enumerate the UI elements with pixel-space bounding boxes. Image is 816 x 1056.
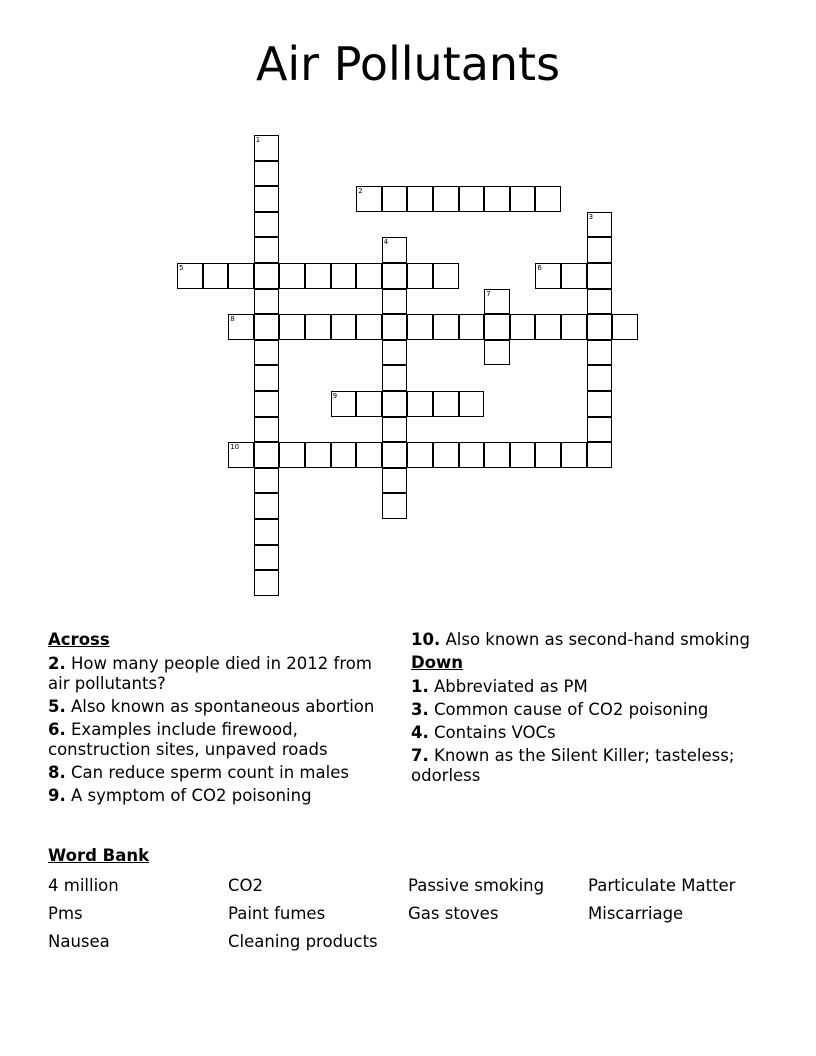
grid-cell[interactable] bbox=[254, 493, 280, 519]
grid-cell[interactable] bbox=[177, 263, 203, 289]
cell-number: 5 bbox=[179, 264, 184, 272]
clues-left-column bbox=[48, 630, 388, 809]
grid-cell[interactable] bbox=[356, 263, 382, 289]
word-bank-item: CO2 bbox=[228, 876, 264, 895]
grid-cell[interactable] bbox=[305, 314, 331, 340]
cell-number: 4 bbox=[383, 238, 389, 247]
grid-cell[interactable] bbox=[510, 186, 536, 212]
grid-cell[interactable] bbox=[561, 314, 587, 340]
across-clue-5: 5. Also known as spontaneous abortion bbox=[48, 697, 375, 716]
grid-cell[interactable] bbox=[305, 442, 331, 468]
cell-number: 3 bbox=[588, 212, 594, 221]
grid-cell[interactable] bbox=[433, 263, 459, 289]
across-heading: Across bbox=[48, 630, 110, 649]
grid-cell[interactable] bbox=[484, 340, 510, 366]
cell-number: 10 bbox=[230, 443, 240, 452]
grid-cell[interactable] bbox=[433, 442, 459, 468]
grid-cell[interactable] bbox=[382, 340, 408, 366]
grid-cell[interactable] bbox=[356, 391, 382, 417]
cell-number: 7 bbox=[486, 289, 491, 298]
word-bank-item: Passive smoking bbox=[408, 876, 545, 895]
grid-cell[interactable] bbox=[305, 263, 331, 289]
grid-cell[interactable] bbox=[356, 314, 382, 340]
grid-cell[interactable] bbox=[433, 314, 459, 340]
down-clue-4: 4. Contains VOCs bbox=[411, 723, 556, 742]
grid-cell[interactable] bbox=[587, 263, 613, 289]
word-bank-item: Particulate Matter bbox=[588, 876, 736, 895]
grid-cell[interactable] bbox=[228, 263, 254, 289]
grid-cell[interactable] bbox=[382, 493, 408, 519]
across-clue-2: 2. How many people died in 2012 from air pollutants? bbox=[48, 654, 372, 693]
cell-number: 8 bbox=[230, 315, 235, 324]
grid-cell[interactable] bbox=[254, 186, 280, 212]
grid-cell[interactable] bbox=[459, 186, 485, 212]
grid-cell[interactable] bbox=[484, 314, 510, 340]
grid-cell[interactable] bbox=[254, 340, 280, 366]
grid-cell[interactable] bbox=[407, 442, 433, 468]
grid-cell[interactable] bbox=[382, 186, 408, 212]
grid-cell[interactable] bbox=[382, 417, 408, 443]
grid-cell[interactable] bbox=[254, 161, 280, 187]
grid-cell[interactable] bbox=[382, 391, 408, 417]
grid-cell[interactable] bbox=[254, 468, 280, 494]
grid-cell[interactable] bbox=[382, 314, 408, 340]
grid-cell[interactable] bbox=[382, 263, 408, 289]
grid-cell[interactable] bbox=[561, 442, 587, 468]
word-bank-item: Miscarriage bbox=[588, 904, 684, 923]
grid-cell[interactable] bbox=[510, 314, 536, 340]
grid-cell[interactable] bbox=[331, 314, 357, 340]
grid-cell[interactable] bbox=[382, 237, 408, 263]
cell-number: 2 bbox=[358, 187, 363, 196]
grid-cell[interactable] bbox=[254, 263, 280, 289]
cell-number: 6 bbox=[537, 264, 542, 272]
grid-cell[interactable] bbox=[484, 442, 510, 468]
grid-cell[interactable] bbox=[587, 340, 613, 366]
grid-cell[interactable] bbox=[254, 289, 280, 315]
grid-cell[interactable] bbox=[535, 442, 561, 468]
word-bank-item: 4 million bbox=[48, 876, 119, 895]
grid-cell[interactable] bbox=[331, 442, 357, 468]
grid-cell[interactable] bbox=[587, 391, 613, 417]
grid-cell[interactable] bbox=[254, 212, 280, 238]
grid-cell[interactable] bbox=[587, 442, 613, 468]
grid-cell[interactable] bbox=[587, 365, 613, 391]
grid-cell[interactable] bbox=[356, 186, 382, 212]
grid-cell[interactable] bbox=[612, 314, 638, 340]
grid-cell[interactable] bbox=[279, 442, 305, 468]
word-bank-item: Cleaning products bbox=[228, 932, 378, 951]
grid-cell[interactable] bbox=[587, 212, 613, 238]
across-clue-8: 8. Can reduce sperm count in males bbox=[48, 763, 349, 782]
grid-cell[interactable] bbox=[561, 263, 587, 289]
grid-cell[interactable] bbox=[459, 391, 485, 417]
grid-cell[interactable] bbox=[279, 314, 305, 340]
grid-cell[interactable] bbox=[356, 442, 382, 468]
page-title: Air Pollutants bbox=[255, 37, 561, 91]
down-heading: Down bbox=[411, 653, 464, 672]
grid-cell[interactable] bbox=[510, 442, 536, 468]
grid-cell[interactable] bbox=[254, 442, 280, 468]
grid-cell[interactable] bbox=[254, 545, 280, 571]
grid-cell[interactable] bbox=[407, 391, 433, 417]
clues-right-column bbox=[411, 630, 761, 789]
cell-number: 9 bbox=[332, 392, 338, 400]
word-bank-heading: Word Bank bbox=[48, 846, 150, 865]
grid-cell[interactable] bbox=[535, 186, 561, 212]
grid-cell[interactable] bbox=[254, 314, 280, 340]
grid-cell[interactable] bbox=[254, 417, 280, 443]
grid-cell[interactable] bbox=[382, 468, 408, 494]
grid-cell[interactable] bbox=[254, 391, 280, 417]
grid-cell[interactable] bbox=[535, 263, 561, 289]
word-bank-item: Paint fumes bbox=[228, 904, 326, 923]
grid-cell[interactable] bbox=[228, 314, 254, 340]
grid-cell[interactable] bbox=[254, 365, 280, 391]
grid-cell[interactable] bbox=[203, 263, 229, 289]
grid-cell[interactable] bbox=[587, 237, 613, 263]
grid-cell[interactable] bbox=[254, 519, 280, 545]
grid-cell[interactable] bbox=[254, 135, 280, 161]
grid-cell[interactable] bbox=[382, 365, 408, 391]
cell-number: 1 bbox=[255, 136, 261, 144]
word-bank-item: Gas stoves bbox=[408, 904, 499, 923]
grid-cell[interactable] bbox=[254, 570, 280, 596]
across-clue-6: 6. Examples include firewood, construction sites, unpaved roads bbox=[48, 720, 328, 759]
down-clue-3: 3. Common cause of CO2 poisoning bbox=[411, 700, 709, 719]
grid-cell[interactable] bbox=[254, 237, 280, 263]
grid-cell[interactable] bbox=[459, 442, 485, 468]
grid-cell[interactable] bbox=[587, 314, 613, 340]
grid-cell[interactable] bbox=[484, 186, 510, 212]
down-clue-7: 7. Known as the Silent Killer; tasteless; odorless bbox=[411, 746, 735, 785]
grid-cell[interactable] bbox=[433, 186, 459, 212]
grid-cell[interactable] bbox=[407, 314, 433, 340]
grid-cell[interactable] bbox=[587, 417, 613, 443]
grid-cell[interactable] bbox=[382, 442, 408, 468]
grid-cell[interactable] bbox=[459, 314, 485, 340]
down-clue-1: 1. Abbreviated as PM bbox=[411, 677, 588, 696]
grid-cell[interactable] bbox=[535, 314, 561, 340]
grid-cell[interactable] bbox=[407, 263, 433, 289]
across-clue-9: 9. A symptom of CO2 poisoning bbox=[48, 786, 312, 805]
grid-cell[interactable] bbox=[587, 289, 613, 315]
across-clue-10: 10. Also known as second-hand smoking bbox=[411, 630, 750, 649]
grid-cell[interactable] bbox=[484, 289, 510, 315]
grid-cell[interactable] bbox=[433, 391, 459, 417]
grid-cell[interactable] bbox=[407, 186, 433, 212]
grid-cell[interactable] bbox=[331, 391, 357, 417]
grid-cell[interactable] bbox=[382, 289, 408, 315]
grid-cell[interactable] bbox=[279, 263, 305, 289]
word-bank-item: Nausea bbox=[48, 932, 110, 951]
word-bank-item: Pms bbox=[48, 904, 83, 923]
grid-cell[interactable] bbox=[331, 263, 357, 289]
grid-cell[interactable] bbox=[228, 442, 254, 468]
